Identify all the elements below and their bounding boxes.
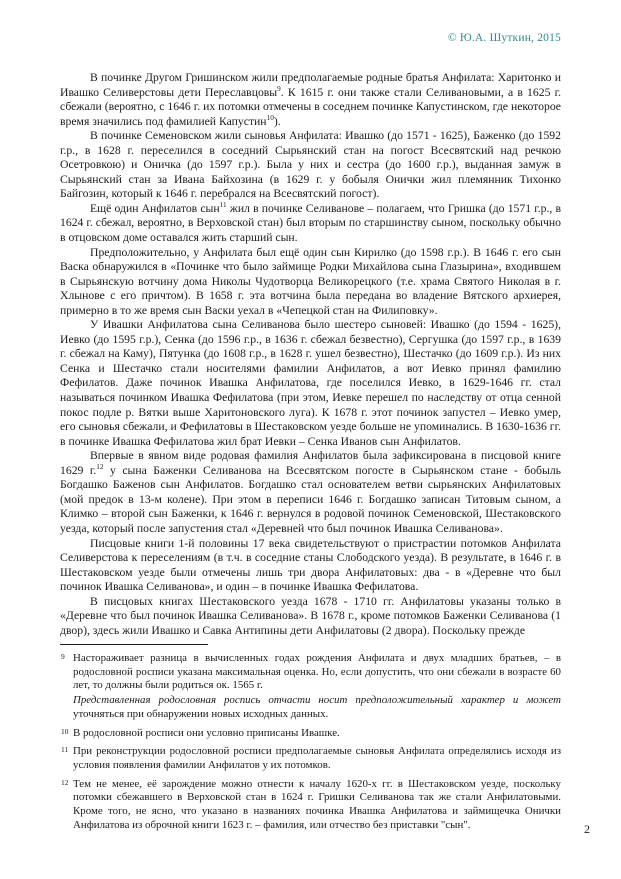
footnote-reference: 10 — [266, 113, 274, 122]
document-body — [60, 71, 561, 638]
footnote-paragraph: При реконструкции родословной росписи предполагаемые сыновья Анфилата определялись исходя из условия появления фамилии Анфилатов у их потомков. — [73, 745, 561, 771]
body-paragraph: В писцовых книгах Шестаковского уезда 1678 - 1710 гг. Анфилатовы указаны только в «Деревне что был починок Ивашка Селиванова». В 1678 г., кроме потомков Баженки Селиванова (1 двор), здесь жили Ивашко и Савка Антипины дети Анфилатовы (2 двора). Поскольку прежде — [60, 594, 561, 637]
footnote — [60, 745, 561, 772]
body-paragraph: Предположительно, у Анфилата был ещё один сын Кирилко (до 1598 г.р.). В 1646 г. его сын Васка обнаружился в «Починке что было займище Родки Михайлова сына Глазырина», входившем в Сырьянскую вотчину дома Николы Чудотворца Великорецкого (т.е. храма Святого Николая в г. Хлынове с его причтом). В 1658 г. эта вотчина была передана во владение Вятского архиерея, примерно в то же время сын Васки уехал в «Чепецкой стан на Филиповку». — [60, 245, 561, 317]
body-paragraph: Писцовые книги 1-й половины 17 века свидетельствуют о пристрастии потомков Анфилата Селиверстова к переселениям (в т.ч. в соседние станы Слободского уезда). В результате, в 1646 г. в Шестаковском уезде были отмечены лишь три двора Анфилатовых: два - в «Деревне что был починок Ивашка Селиванова», и один – в починке Ивашка Фефилатова. — [60, 536, 561, 594]
page-number: 2 — [584, 822, 590, 836]
footnote-reference: 12 — [96, 462, 104, 471]
footnote-marker: 12 — [61, 777, 69, 787]
footnote-paragraph: В родословной росписи они условно приписаны Ивашке. — [73, 726, 340, 739]
body-paragraph: В починке Семеновском жили сыновья Анфилата: Ивашко (до 1571 - 1625), Баженко (до 1592 г.р., в 1628 г. переселился в соседний Сырьянский стан на погост Всесвятский над речкою Осетровкою) и Оничка (до 1597 г.р.). Была у них и сестра (до 1600 г.р.), выданная замуж в Сырьянский стан за Ивана Байхозина (в 1629 г. у бобыля Онички жил племянник Тихонко Байгозин, который к 1646 г. перебрался на Всесвятский погост). — [60, 129, 561, 201]
body-paragraph: В починке Другом Гришинском жили предполагаемые родные братья Анфилата: Харитонко и Ивашко Селиверстовы дети Переславцовы$^9$. К 1615 г. они также стали Селивановыми, а в 1625 г. сбежали (вероятно, с 1646 г. их потомки отмечены в соседнем починке Капустинском, где некоторое время значились под фамилией Капустин$^{10}$). — [60, 71, 561, 128]
body-paragraph: Впервые в явном виде родовая фамилия Анфилатов была зафиксирована в писцовой книге 1629 г.$^{12}$ у сына Баженки Селиванова на Всесвятском погосте в Сырьянском стане - бобыль Богдашко Баженов сын Анфилатов. Богдашко стал основателем ветви сырьянских Анфилатовых (мой предок в 13-м колене). При этом в переписи 1646 г. Богдашко записан Титовым сыном, а Климко – второй сын Баженки, к 1646 г. вернулся в родовой починок Семеновской, Шестаковского уезда, который после запустения стал «Деревней что был починок Ивашка Селиванова». — [60, 449, 561, 535]
footnote-marker: 10 — [61, 726, 69, 736]
footnote-paragraph: Представленная родословная роспись отчасти носит предположительный характер и может уточняться при обнаружении новых исходных данных. — [73, 694, 561, 720]
footnotes-list — [60, 652, 561, 832]
footnote-marker: 9 — [61, 652, 65, 661]
footnote — [60, 652, 561, 722]
copyright-notice: © Ю.А. Шуткин, 2015 — [447, 32, 561, 44]
footnote-separator — [60, 644, 208, 645]
footnotes-section — [60, 644, 561, 837]
footnote-reference: 11 — [219, 201, 227, 210]
italic-note: Представленная родословная роспись отчасти носит предположительный характер и может — [73, 694, 561, 707]
footnote-reference: 9 — [277, 84, 281, 93]
body-paragraph: Ещё один Анфилатов сын$^{11}$ жил в починке Селиванове – полагаем, что Гришка (до 1571 г.р., в 1624 г. сбежал, вероятно, в Верховской стан) был вторым по старшинству сыном, поскольку обычно в отцовском доме оставался жить старший сын. — [60, 201, 561, 245]
footnote — [60, 727, 561, 741]
footnote-marker: 11 — [61, 745, 69, 755]
body-paragraph: У Ивашки Анфилатова сына Селиванова было шестеро сыновей: Ивашко (до 1594 - 1625), Иевко (до 1595 г.р.), Сенка (до 1596 г.р., в 1636 г. сбежал безвестно), Сергушка (до 1597 г.р., в 1639 г. сбежал на Каму), Пятунка (до 1608 г.р., в 1628 г. ушел безвестно), Шестачко (до 1609 г.р.). Из них Сенка и Шестачко стали носителями фамилии Анфилатов, а вот Иевко принял фамилию Фефилатов. Даже починок Ивашка Анфилатова, где поселился Иевко, в 1629-1646 гг. стал называться починком Ивашка Фефилатова (при этом, Иевке перешел по наследству от отца сенной покос подле р. Вятки выше Харитоновского луга). К 1678 г. этот починок запустел – Иевко умер, его сыновья сбежали, и Фефилатовы в Шестаковском уезде больше не упоминались. В 1630-1636 гг. в починке Ивашка Фефилатова жил брат Иевки – Сенка Иванов сын Анфилатов. — [60, 318, 561, 448]
footnote-paragraph: Тем не менее, её зарождение можно отнести к началу 1620-х гг. в Шестаковском уезде, поскольку потомки сбежавшего в Верховской стан в 1624 г. Гришки Селиванова так же стали Анфилатовыми. Кроме того, не ясно, что указано в названиях починка Ивашка Анфилатова и займищечка Онички Анфилатова из оброчной книги 1623 г. – фамилия, или отчество без приставки "сын". — [73, 777, 561, 831]
footnote-paragraph: Настораживает разница в вычисленных годах рождения Анфилата и двух младших братьев, – в родословной росписи указана максимальная оценка. Но, если допустить, что они сбежали в возрасте 60 лет, то должны были родиться ок. 1565 г. — [73, 652, 561, 692]
